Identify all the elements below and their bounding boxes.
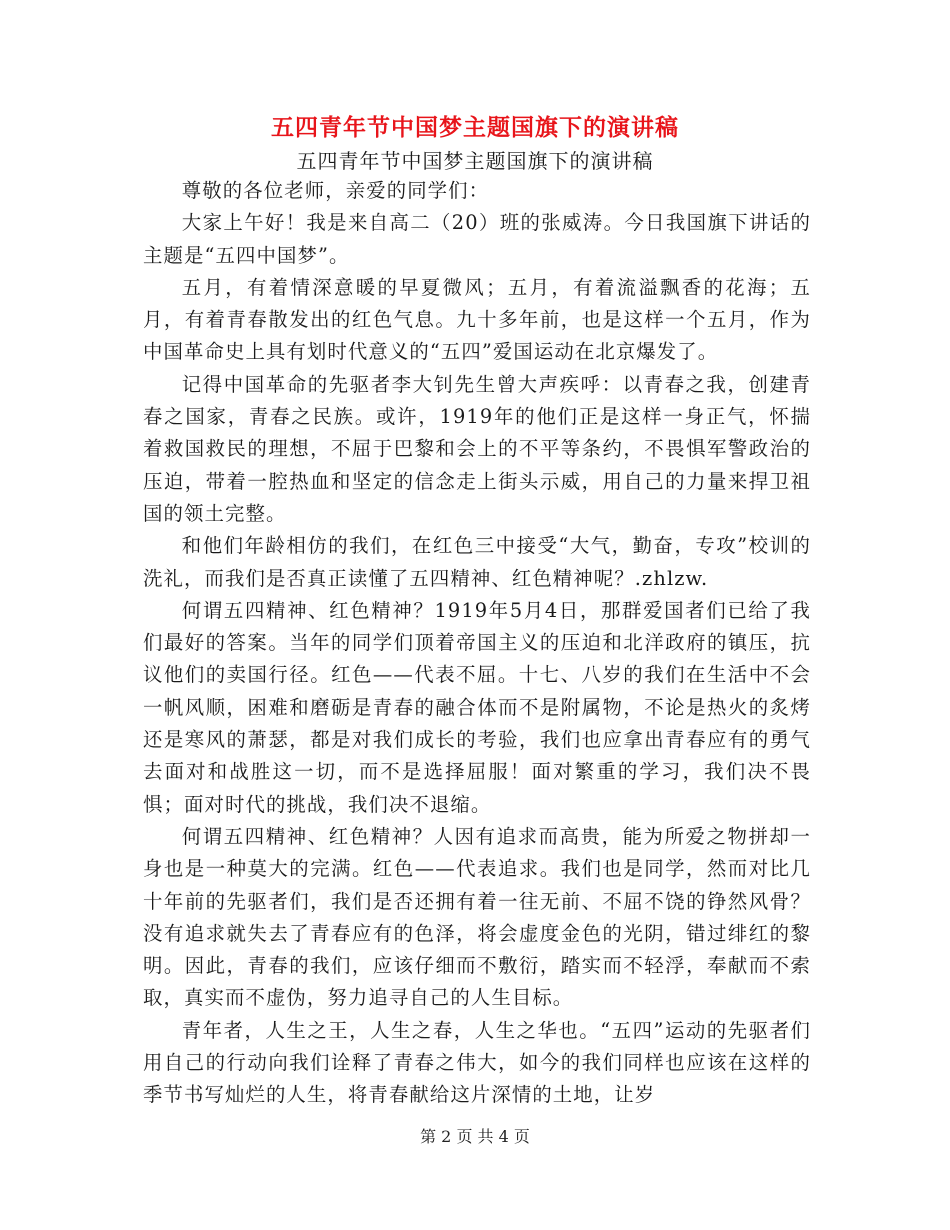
paragraph: 记得中国革命的先驱者李大钊先生曾大声疾呼：以青春之我，创建青春之国家，青春之民族。或许，1919年的他们正是这样一身正气，怀揣着救国救民的理想，不屈于巴黎和会上的不平等条约，不畏惧军警政治的压迫，带着一腔热血和坚定的信念走上街头示威，用自己的力量来捍卫祖国的领土完整。 (143, 372, 811, 525)
document-body (143, 175, 811, 1112)
paragraph: 青年者，人生之王，人生之春，人生之华也。“五四”运动的先驱者们用自己的行动向我们诠释了青春之伟大，如今的我们同样也应该在这样的季节书写灿烂的人生，将青春献给这片深情的土地，让岁 (143, 1018, 811, 1107)
paragraph: 和他们年龄相仿的我们，在红色三中接受“大气，勤奋，专攻”校训的洗礼，而我们是否真正读懂了五四精神、红色精神呢？.zhlzw. (143, 534, 811, 590)
page-number-footer: 第 2 页 共 4 页 (420, 1127, 530, 1146)
paragraph-salutation: 尊敬的各位老师，亲爱的同学们： (181, 179, 490, 202)
paragraph: 何谓五四精神、红色精神？人因有追求而高贵，能为所爱之物拼却一身也是一种莫大的完满。红色——代表追求。我们也是同学，然而对比几十年前的先驱者们，我们是否还拥有着一往无前、不屈不饶的铮然风骨？没有追求就失去了青春应有的色泽，将会虚度金色的光阴，错过绯红的黎明。因此，青春的我们，应该仔细而不敷衍，踏实而不轻浮，奉献而不索取，真实而不虚伪，努力追寻自己的人生目标。 (143, 824, 811, 1010)
document-subtitle: 五四青年节中国梦主题国旗下的演讲稿 (296, 149, 654, 173)
paragraph: 何谓五四精神、红色精神？1919年5月4日，那群爱国者们已给了我们最好的答案。当年的同学们顶着帝国主义的压迫和北洋政府的镇压，抗议他们的卖国行径。红色——代表不屈。十七、八岁的我们在生活中不会一帆风顺，困难和磨砺是青春的融合体而不是附属物，不论是热火的炙烤还是寒风的萧瑟，都是对我们成长的考验，我们也应拿出青春应有的勇气去面对和战胜这一切，而不是选择屈服！面对繁重的学习，我们决不畏惧；面对时代的挑战，我们决不退缩。 (143, 598, 811, 816)
document-title: 五四青年节中国梦主题国旗下的演讲稿 (271, 114, 679, 141)
paragraph: 大家上午好！我是来自高二（20）班的张威涛。今日我国旗下讲话的主题是“五四中国梦”。 (143, 211, 811, 267)
paragraph: 五月，有着情深意暖的早夏微风；五月，有着流溢飘香的花海；五月，有着青春散发出的红色气息。九十多年前，也是这样一个五月，作为中国革命史上具有划时代意义的“五四”爱国运动在北京爆发了。 (143, 275, 811, 364)
